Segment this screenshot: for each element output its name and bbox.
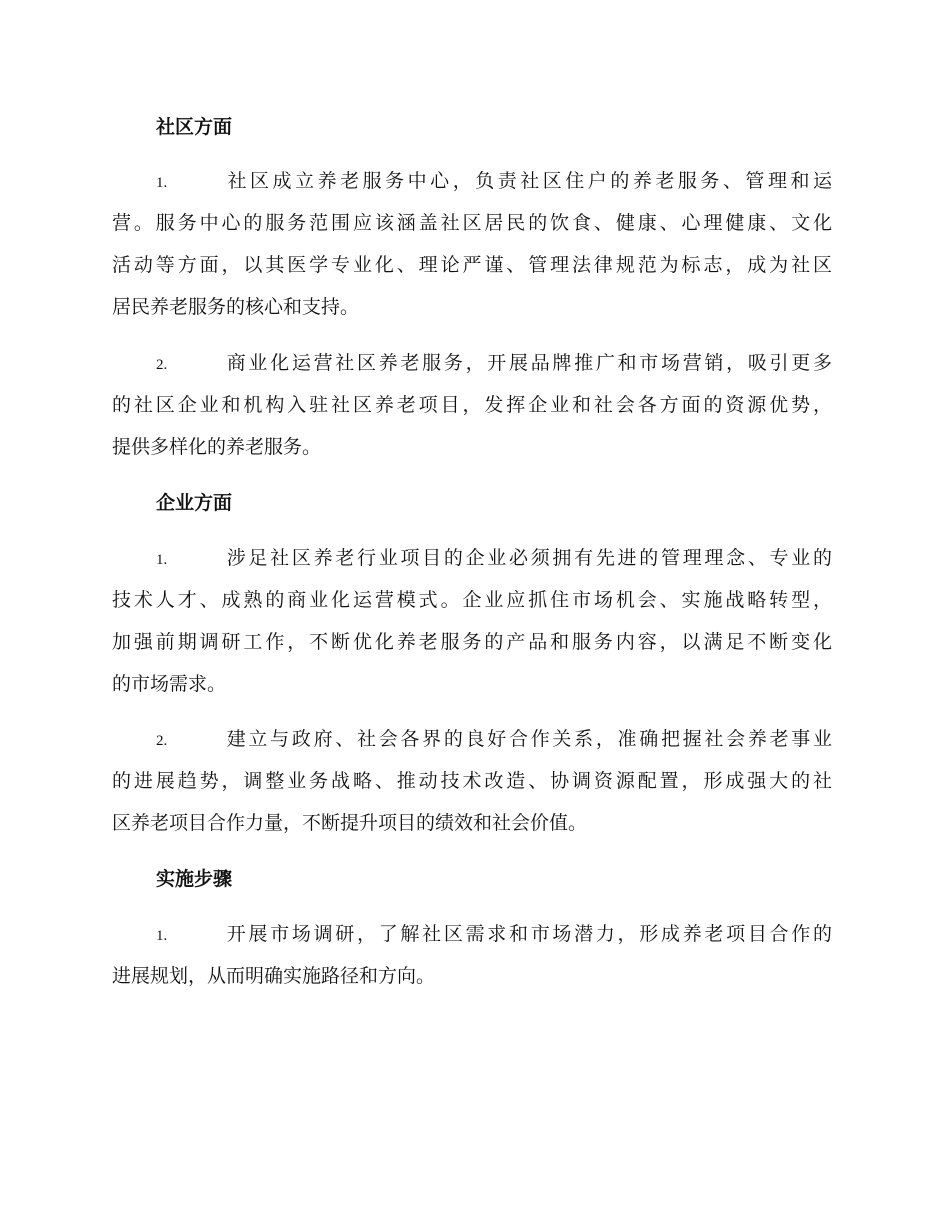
item-line: 提供多样化的养老服务。 bbox=[112, 436, 322, 458]
item-number: 2. bbox=[156, 733, 168, 749]
item-line: 居民养老服务的核心和支持。 bbox=[112, 296, 360, 318]
section-heading-enterprise: 企业方面 bbox=[156, 492, 233, 514]
item-line: 活动等方面，以其医学专业化、理论严谨、管理法律规范为标志，成为社区 bbox=[112, 254, 832, 276]
section-heading-implementation: 实施步骤 bbox=[156, 868, 233, 890]
list-item bbox=[112, 160, 832, 328]
item-line: 的社区企业和机构入驻社区养老项目，发挥企业和社会各方面的资源优势， bbox=[112, 394, 832, 416]
item-line: 商业化运营社区养老服务，开展品牌推广和市场营销，吸引更多 bbox=[224, 352, 832, 374]
item-line: 区养老项目合作力量，不断提升项目的绩效和社会价值。 bbox=[112, 812, 588, 834]
item-line: 加强前期调研工作，不断优化养老服务的产品和服务内容，以满足不断变化 bbox=[112, 631, 832, 653]
item-number: 1. bbox=[156, 552, 168, 568]
item-number: 2. bbox=[156, 357, 168, 373]
item-line: 涉足社区养老行业项目的企业必须拥有先进的管理理念、专业的 bbox=[224, 547, 832, 569]
item-number: 1. bbox=[156, 175, 168, 191]
item-line: 开展市场调研，了解社区需求和市场潜力，形成养老项目合作的 bbox=[224, 923, 832, 945]
item-line: 技术人才、成熟的商业化运营模式。企业应抓住市场机会、实施战略转型， bbox=[112, 589, 832, 611]
section-heading-community: 社区方面 bbox=[156, 116, 233, 138]
list-item bbox=[112, 342, 832, 468]
item-line: 进展规划，从而明确实施路径和方向。 bbox=[112, 965, 436, 987]
item-number: 1. bbox=[156, 928, 168, 944]
item-line: 建立与政府、社会各界的良好合作关系，准确把握社会养老事业 bbox=[224, 728, 832, 750]
item-line: 的市场需求。 bbox=[112, 673, 227, 695]
item-line: 营。服务中心的服务范围应该涵盖社区居民的饮食、健康、心理健康、文化 bbox=[112, 212, 832, 234]
list-item bbox=[112, 718, 832, 844]
item-line: 的进展趋势，调整业务战略、推动技术改造、协调资源配置，形成强大的社 bbox=[112, 770, 832, 792]
list-item bbox=[112, 913, 832, 997]
item-line: 社区成立养老服务中心，负责社区住户的养老服务、管理和运 bbox=[224, 170, 832, 192]
list-item bbox=[112, 537, 832, 705]
